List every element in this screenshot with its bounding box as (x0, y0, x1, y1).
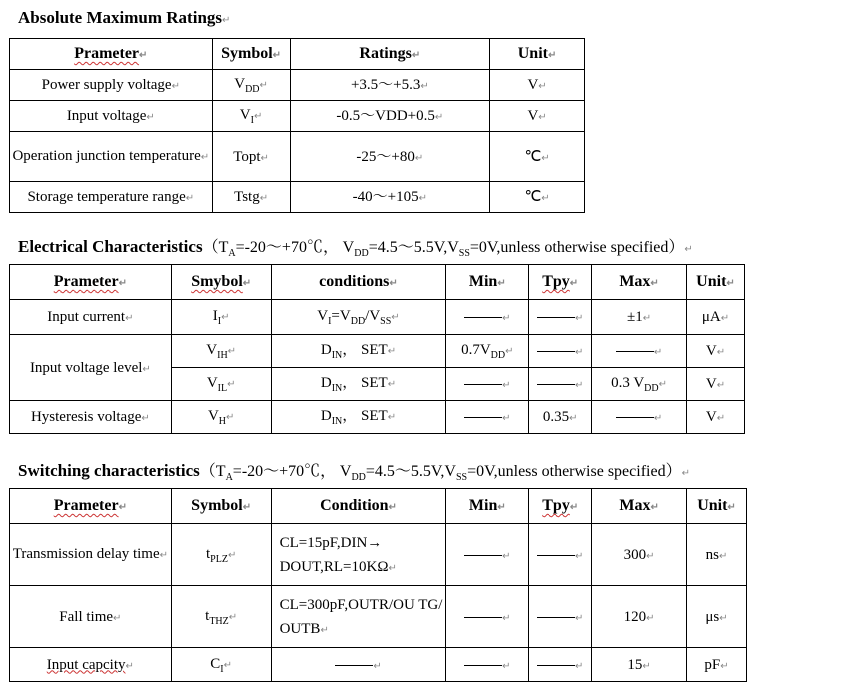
elec-typ: ↵ (529, 335, 592, 368)
elec-min: ↵ (446, 401, 529, 434)
elec-min: $0.7V_{DD}↵$ (446, 335, 529, 368)
abs-param: Storage temperature range↵ (10, 182, 213, 213)
elec-min: ↵ (446, 300, 529, 335)
sw-unit: μs↵ (687, 586, 747, 648)
sw-condition: CL=15pF,DIN→ DOUT,RL=10KΩ↵ (271, 524, 446, 586)
elec-unit: V↵ (686, 335, 744, 368)
dash (537, 384, 575, 385)
sw-typ: ↵ (529, 524, 592, 586)
abs-param: Operation junction temperature↵ (10, 132, 213, 182)
abs-header-ratings: Ratings↵ (290, 39, 490, 70)
dash (464, 555, 502, 556)
abs-header-row (10, 39, 585, 70)
elec-max: 0.3 $V_{DD}↵$ (592, 368, 687, 401)
sw-max: 300↵ (592, 524, 687, 586)
sw-unit: pF↵ (687, 648, 747, 682)
dash (616, 417, 654, 418)
dash (537, 351, 575, 352)
table-row (10, 335, 745, 368)
elec-title: Electrical $Characteristics(T_A=-20\sim+70℃$， $V_{DD}=4.5\sim 5.5V,V_{SS}=0V,unless$ otherwise specified）↵ (18, 237, 693, 260)
elec-header-symbol: Smybol↵ (171, 265, 271, 300)
sw-typ: ↵ (529, 586, 592, 648)
elec-param: Input voltage level↵ (10, 335, 172, 401)
abs-rating: +3.5～+5.3↵ (290, 70, 490, 101)
table-row (10, 101, 585, 132)
elec-max: ±1↵ (592, 300, 687, 335)
abs-unit: ℃↵ (490, 182, 585, 213)
elec-typ: ↵ (529, 300, 592, 335)
elec-condition: $D_{IN}$， SET↵ (271, 368, 446, 401)
abs-header-unit: Unit↵ (490, 39, 585, 70)
table-row (10, 132, 585, 182)
dash (464, 317, 502, 318)
dash (335, 665, 373, 666)
dash (464, 417, 502, 418)
sw-unit: ns↵ (687, 524, 747, 586)
sw-min: ↵ (446, 586, 529, 648)
abs-title: Absolute Maximum Ratings↵ (18, 8, 231, 27)
abs-unit: V↵ (490, 70, 585, 101)
abs-header-symbol: Symbol↵ (212, 39, 290, 70)
abs-rating: -25～+80↵ (290, 132, 490, 182)
elec-header-parameter: Prameter↵ (10, 265, 172, 300)
elec-header-row (10, 265, 745, 300)
abs-header-parameter: Prameter↵ (10, 39, 213, 70)
elec-symbol: $I_I↵$ (171, 300, 271, 335)
table-row (10, 182, 585, 213)
elec-condition: $D_{IN}$， SET↵ (271, 335, 446, 368)
sw-condition: CL=300pF,OUTR/OU TG/OUTB↵ (271, 586, 446, 648)
sw-header-row (10, 489, 747, 524)
table-row (10, 401, 745, 434)
sw-min: ↵ (446, 648, 529, 682)
elec-unit: V↵ (686, 401, 744, 434)
sw-header-parameter: Prameter↵ (10, 489, 172, 524)
elec-header-max: Max↵ (592, 265, 687, 300)
sw-param: Fall time↵ (10, 586, 172, 648)
sw-header-min: Min↵ (446, 489, 529, 524)
dash (537, 317, 575, 318)
sw-typ: ↵ (529, 648, 592, 682)
sw-max: 120↵ (592, 586, 687, 648)
table-row (10, 586, 747, 648)
elec-condition: $D_{IN}$， SET↵ (271, 401, 446, 434)
sw-max: 15↵ (592, 648, 687, 682)
elec-table (9, 264, 745, 434)
sw-title: Switching $characteristics(T_A=-20\sim+70℃$， $V_{DD}=4.5\sim 5.5V,V_{SS}=0V,unless$ otherwise specified）↵ (18, 461, 690, 484)
table-row (10, 524, 747, 586)
abs-param: Input voltage↵ (10, 101, 213, 132)
dash (464, 617, 502, 618)
sw-param: Input capcity↵ (10, 648, 172, 682)
abs-table (9, 38, 585, 213)
sw-header-typ: Tpy↵ (529, 489, 592, 524)
dash (464, 384, 502, 385)
elec-max: ↵ (592, 401, 687, 434)
elec-param: Hysteresis voltage↵ (10, 401, 172, 434)
sw-symbol: $C_I↵$ (171, 648, 271, 682)
abs-symbol: $V_{DD}↵$ (212, 70, 290, 101)
table-row (10, 70, 585, 101)
elec-symbol: $V_H↵$ (171, 401, 271, 434)
dash (537, 617, 575, 618)
abs-rating: -0.5～VDD+0.5↵ (290, 101, 490, 132)
elec-typ: ↵ (529, 368, 592, 401)
dash (537, 665, 575, 666)
elec-unit: μA↵ (686, 300, 744, 335)
dash (616, 351, 654, 352)
abs-param: Power supply voltage↵ (10, 70, 213, 101)
elec-header-unit: Unit↵ (686, 265, 744, 300)
abs-symbol: Topt↵ (212, 132, 290, 182)
sw-header-max: Max↵ (592, 489, 687, 524)
sw-param: Transmission delay time↵ (10, 524, 172, 586)
sw-header-symbol: Symbol↵ (171, 489, 271, 524)
elec-header-typ: Tpy↵ (529, 265, 592, 300)
elec-header-conditions: conditions↵ (271, 265, 446, 300)
dash (537, 555, 575, 556)
table-row (10, 300, 745, 335)
abs-symbol: Tstg↵ (212, 182, 290, 213)
sw-min: ↵ (446, 524, 529, 586)
abs-rating: -40～+105↵ (290, 182, 490, 213)
sw-header-condition: Condition↵ (271, 489, 446, 524)
elec-param: Input current↵ (10, 300, 172, 335)
elec-max: ↵ (592, 335, 687, 368)
elec-symbol: $V_{IL}↵$ (171, 368, 271, 401)
elec-symbol: $V_{IH}↵$ (171, 335, 271, 368)
elec-unit: V↵ (686, 368, 744, 401)
elec-header-min: Min↵ (446, 265, 529, 300)
sw-header-unit: Unit↵ (687, 489, 747, 524)
elec-condition: $V_I=V_{DD}/V_{SS}↵$ (271, 300, 446, 335)
sw-symbol: $t_{THZ}↵$ (171, 586, 271, 648)
sw-symbol: $t_{PLZ}↵$ (171, 524, 271, 586)
abs-unit: V↵ (490, 101, 585, 132)
dash (464, 665, 502, 666)
elec-typ: 0.35↵ (529, 401, 592, 434)
sw-condition: ↵ (271, 648, 446, 682)
abs-unit: ℃↵ (490, 132, 585, 182)
sw-table (9, 488, 747, 682)
abs-symbol: $V_I↵$ (212, 101, 290, 132)
elec-min: ↵ (446, 368, 529, 401)
table-row (10, 648, 747, 682)
